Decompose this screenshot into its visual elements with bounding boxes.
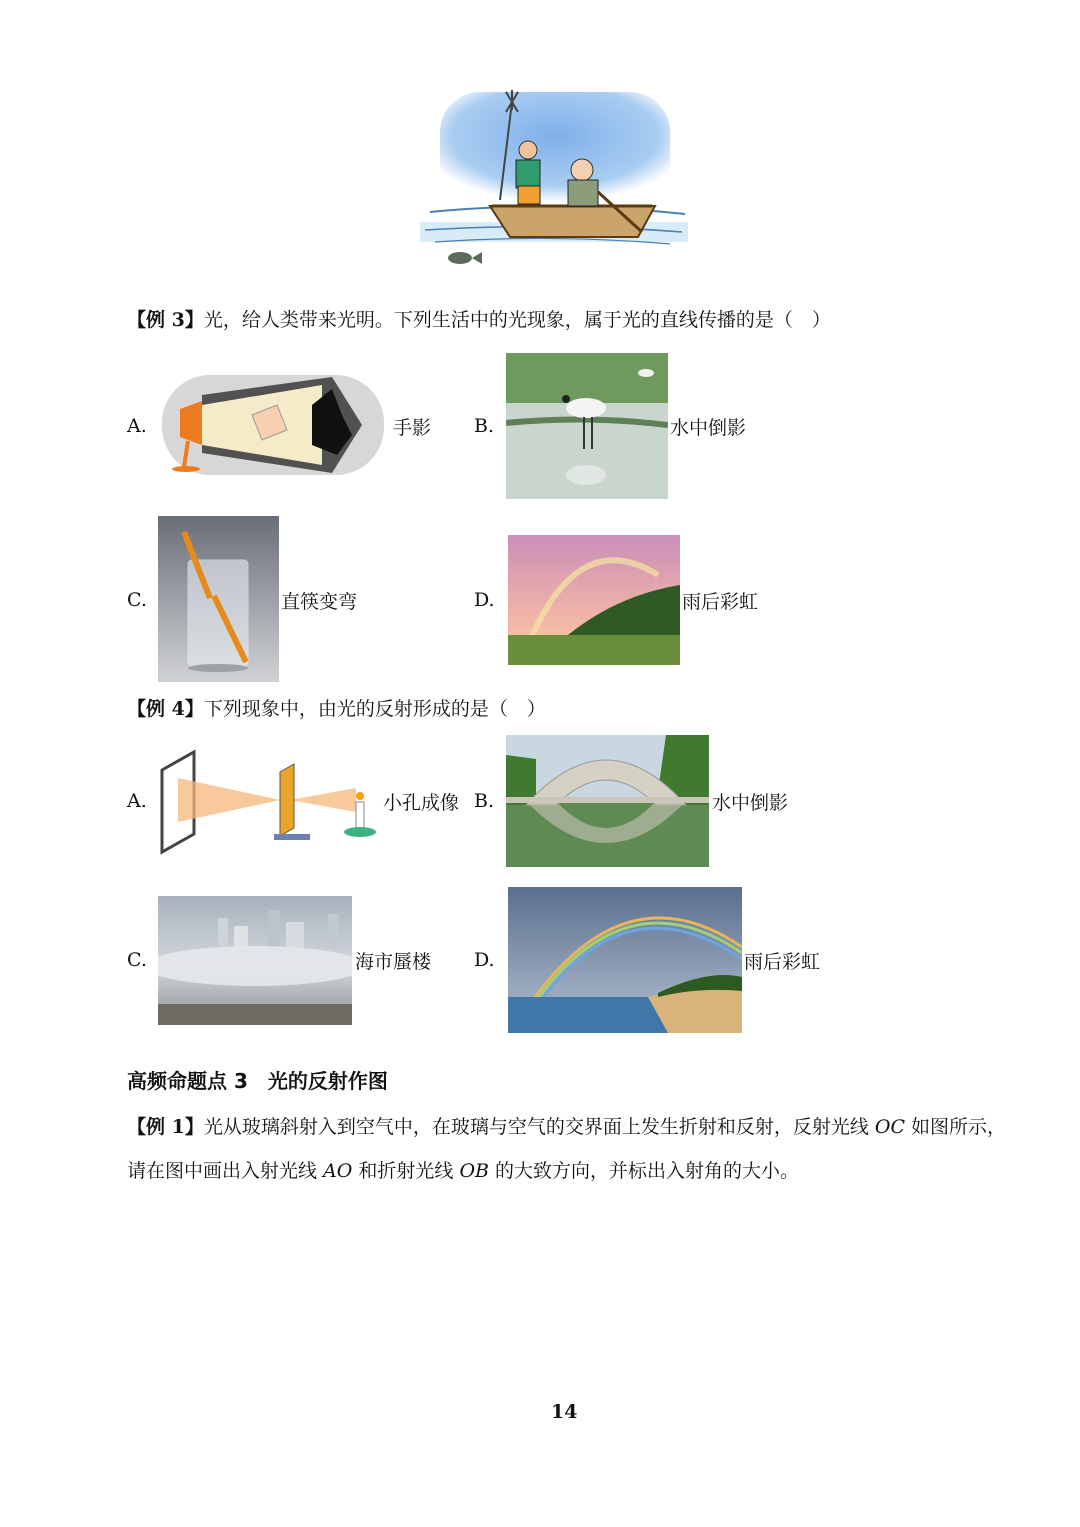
example1-line1 <box>127 1114 1006 1140</box>
ex3-option-a-caption: 手影 <box>393 417 432 439</box>
example4-text: 下列现象中，由光的反射形成的是（ ） <box>203 698 546 720</box>
ex3-option-a-image <box>162 375 384 475</box>
ex3-option-d-letter[interactable]: D. <box>474 589 495 611</box>
ex4-option-a-image <box>160 748 380 856</box>
section-heading: 高频命题点 3 光的反射作图 <box>127 1069 388 1093</box>
ex4-option-c-letter[interactable]: C. <box>127 949 147 971</box>
fishing-boat-illustration <box>420 82 688 278</box>
ex3-option-b-letter[interactable]: B. <box>474 415 495 437</box>
ex4-option-d-letter[interactable]: D. <box>474 949 495 971</box>
example1-line2 <box>127 1158 799 1184</box>
example1-line2-text-a: 请在图中画出入射光线 <box>127 1160 324 1182</box>
ex3-option-a-letter[interactable]: A. <box>127 415 147 437</box>
ex3-option-d-image <box>508 535 680 665</box>
ex4-option-b-letter[interactable]: B. <box>474 790 495 812</box>
ex3-option-c-caption: 直筷变弯 <box>281 591 358 613</box>
ray-ao-label: AO <box>323 1160 353 1182</box>
ray-oc-label: OC <box>874 1116 906 1138</box>
ray-ob-label: OB <box>459 1160 489 1182</box>
example4-question <box>127 696 546 722</box>
example3-text: 光，给人类带来光明。下列生活中的光现象，属于光的直线传播的是（ ） <box>203 309 831 331</box>
example1-line2-text-c: 的大致方向，并标出入射角的大小。 <box>489 1160 800 1182</box>
ex3-option-c-image <box>158 516 279 682</box>
ex4-option-c-image <box>158 896 352 1025</box>
example1-line2-text-b: 和折射光线 <box>352 1160 460 1182</box>
ex4-option-b-image <box>506 735 709 867</box>
example3-tag: 【例 3】 <box>127 309 204 331</box>
ex4-option-d-caption: 雨后彩虹 <box>744 951 821 973</box>
ex3-option-b-image <box>506 353 668 499</box>
example1-line1-text-a: 光从玻璃斜射入到空气中，在玻璃与空气的交界面上发生折射和反射，反射光线 <box>203 1116 875 1138</box>
ex4-option-a-caption: 小孔成像 <box>383 792 460 814</box>
example3-question <box>127 307 831 333</box>
example1-line1-text-b: 如图所示， <box>905 1116 1007 1138</box>
ex4-option-c-caption: 海市蜃楼 <box>355 951 432 973</box>
ex4-option-d-image <box>508 887 742 1033</box>
ex3-option-d-caption: 雨后彩虹 <box>682 591 759 613</box>
example1-tag: 【例 1】 <box>127 1116 204 1138</box>
ex3-option-c-letter[interactable]: C. <box>127 589 147 611</box>
ex4-option-a-letter[interactable]: A. <box>127 790 147 812</box>
ex3-option-b-caption: 水中倒影 <box>670 417 747 439</box>
ex4-option-b-caption: 水中倒影 <box>712 792 789 814</box>
example4-tag: 【例 4】 <box>127 698 204 720</box>
page-number: 14 <box>551 1401 578 1423</box>
